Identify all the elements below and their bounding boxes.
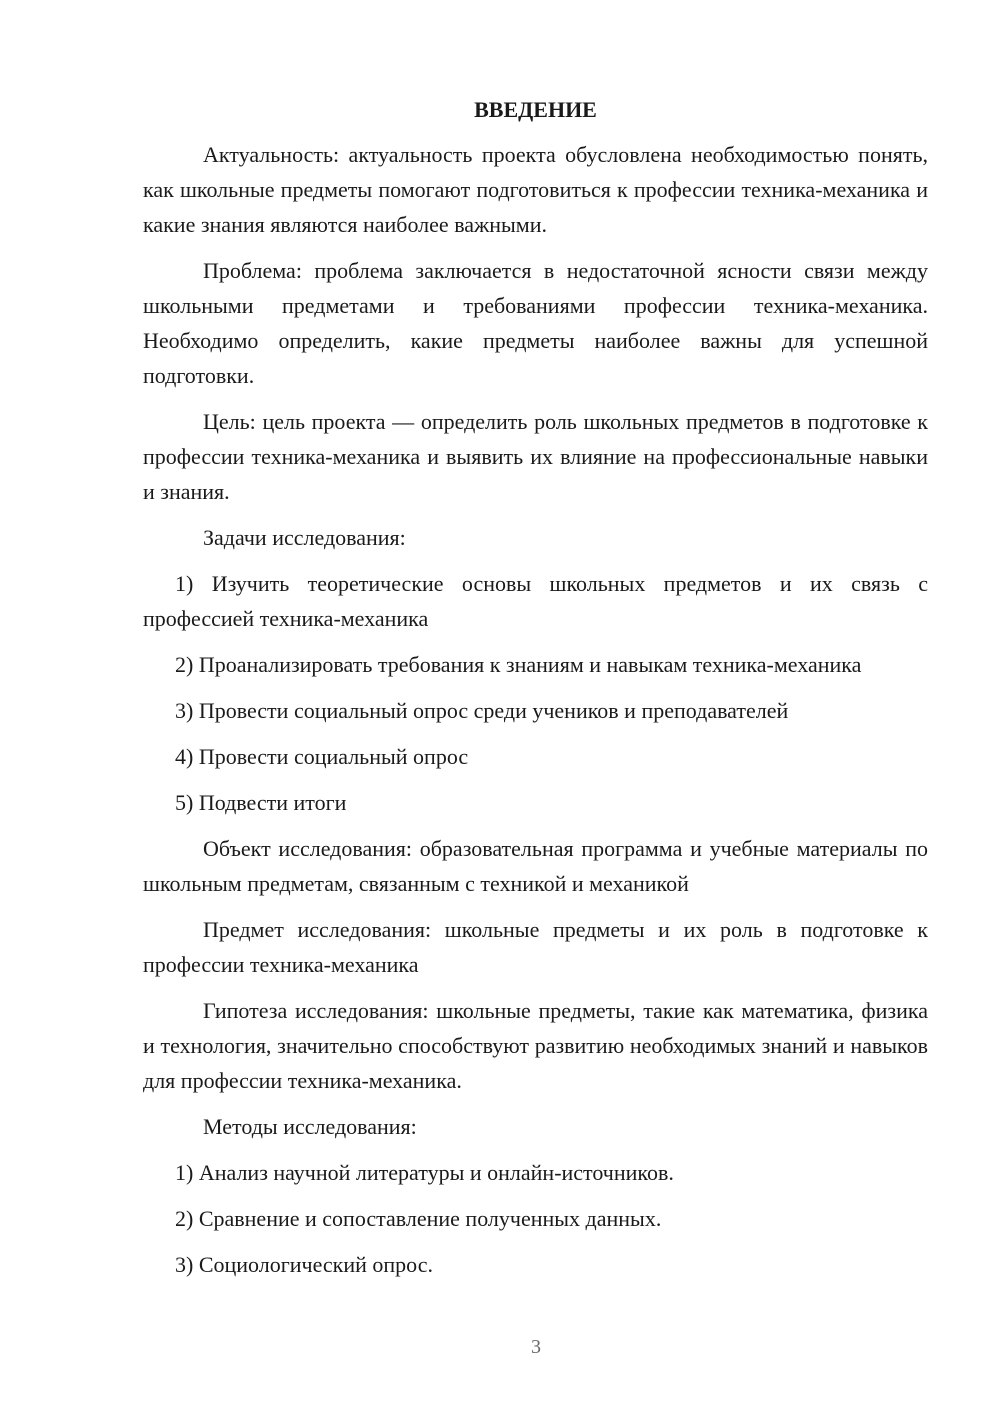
methods-heading: Методы исследования: bbox=[203, 1114, 417, 1139]
relevance-paragraph: Актуальность: актуальность проекта обусловлена необходимостью понять, как школьные предметы помогают подготовиться к профессии техника-механика и какие знания являются наиболее важными. bbox=[143, 142, 928, 237]
object-paragraph: Объект исследования: образовательная программа и учебные материалы по школьным предметам, связанным с техникой и механикой bbox=[143, 836, 928, 896]
task-item: 2) Проанализировать требования к знаниям и навыкам техника-механика bbox=[175, 652, 862, 677]
method-item: 1) Анализ научной литературы и онлайн-источников. bbox=[175, 1160, 674, 1185]
subject-paragraph: Предмет исследования: школьные предметы и их роль в подготовке к профессии техника-механика bbox=[143, 917, 928, 977]
task-item: 3) Провести социальный опрос среди учеников и преподавателей bbox=[175, 698, 789, 723]
page-title: ВВЕДЕНИЕ bbox=[474, 97, 597, 122]
hypothesis-paragraph: Гипотеза исследования: школьные предметы, такие как математика, физика и технология, значительно способствуют развитию необходимых знаний и навыков для профессии техника-механика. bbox=[143, 998, 928, 1093]
method-item: 2) Сравнение и сопоставление полученных данных. bbox=[175, 1206, 662, 1231]
tasks-heading: Задачи исследования: bbox=[203, 525, 406, 550]
goal-paragraph: Цель: цель проекта — определить роль школьных предметов в подготовке к профессии техника-механика и выявить их влияние на профессиональные навыки и знания. bbox=[143, 409, 928, 504]
task-item: 5) Подвести итоги bbox=[175, 790, 347, 815]
method-item: 3) Социологический опрос. bbox=[175, 1252, 433, 1277]
task-item: 1) Изучить теоретические основы школьных предметов и их связь с профессией техника-механика bbox=[143, 571, 928, 631]
task-item: 4) Провести социальный опрос bbox=[175, 744, 469, 769]
problem-paragraph: Проблема: проблема заключается в недостаточной ясности связи между школьными предметами и требованиями профессии техника-механика. Необходимо определить, какие предметы наиболее важны для успешной подготовки. bbox=[143, 258, 928, 388]
page-content bbox=[143, 92, 928, 1293]
page-number: 3 bbox=[531, 1336, 541, 1358]
